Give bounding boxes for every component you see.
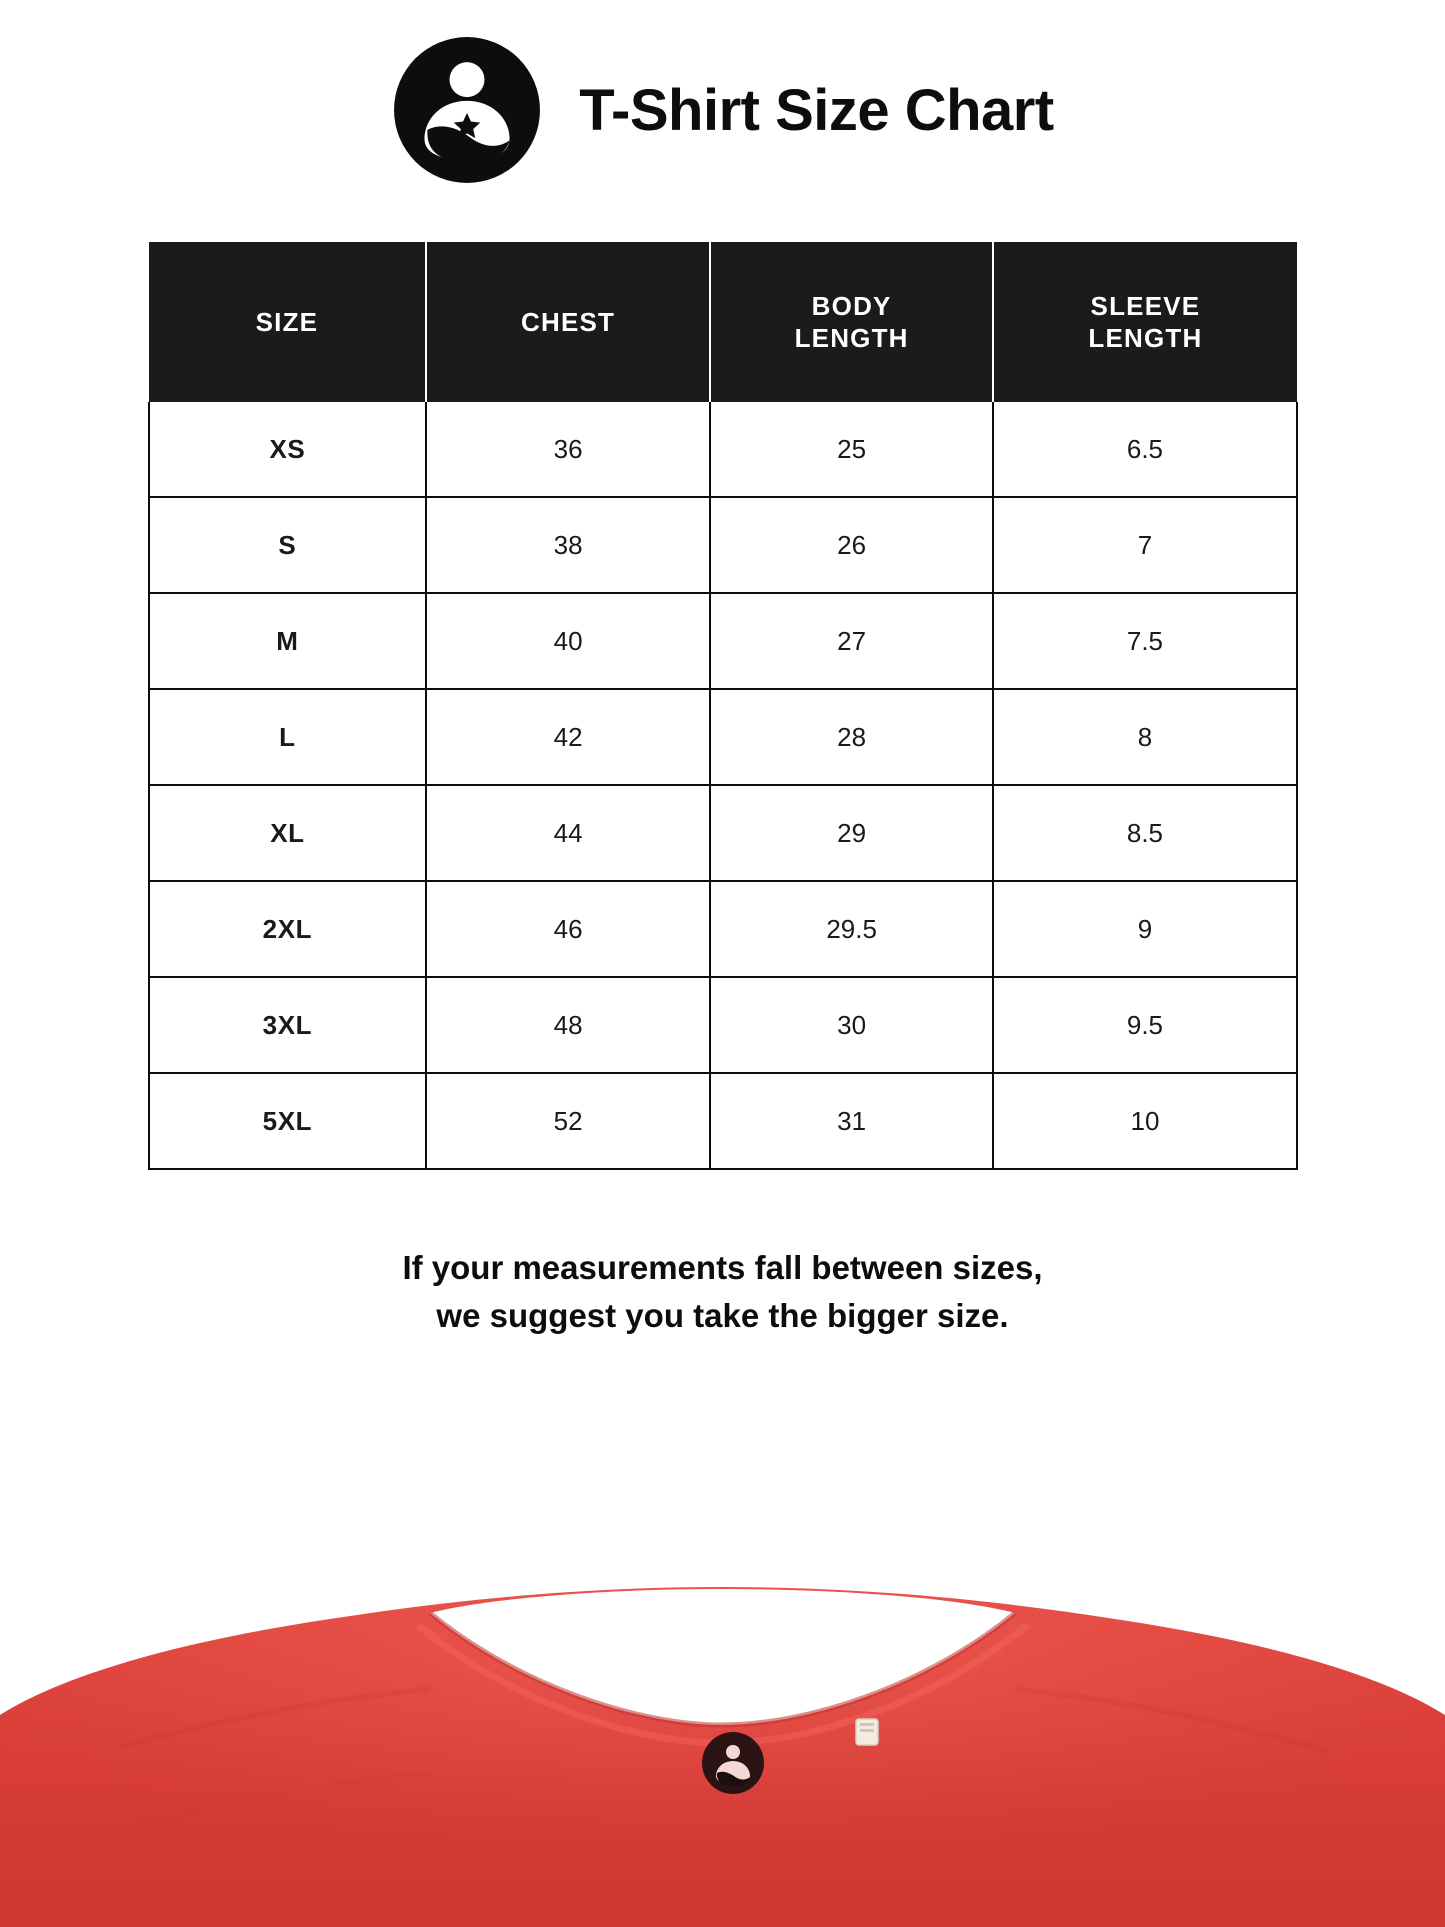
page-title: T-Shirt Size Chart <box>579 77 1054 143</box>
cell-body-length: 29 <box>710 785 994 881</box>
cell-body-length: 28 <box>710 689 994 785</box>
sizing-note-line2: we suggest you take the bigger size. <box>436 1296 1009 1334</box>
table-row <box>149 402 1297 497</box>
sizing-note <box>223 1244 1223 1340</box>
table-row <box>149 977 1297 1073</box>
column-header-size <box>149 242 427 402</box>
size-table-wrapper <box>148 242 1298 1170</box>
cell-body-length: 29.5 <box>710 881 994 977</box>
cell-chest: 38 <box>426 497 710 593</box>
cell-sleeve-length: 10 <box>993 1073 1296 1169</box>
column-header-sleeve-length <box>993 242 1296 402</box>
column-header-sleeve-length-line1: SLEEVE <box>1090 290 1201 321</box>
cell-chest: 44 <box>426 785 710 881</box>
cell-sleeve-length: 7.5 <box>993 593 1296 689</box>
tshirt-photo <box>0 1547 1445 1927</box>
cell-sleeve-length: 6.5 <box>993 402 1296 497</box>
column-header-size-text: SIZE <box>255 306 319 337</box>
cell-body-length: 26 <box>710 497 994 593</box>
cell-sleeve-length: 8.5 <box>993 785 1296 881</box>
table-row <box>149 497 1297 593</box>
table-header-row <box>149 242 1297 402</box>
column-header-chest-text: CHEST <box>521 306 616 337</box>
cell-chest: 40 <box>426 593 710 689</box>
cell-chest: 42 <box>426 689 710 785</box>
cell-size: 5XL <box>149 1073 427 1169</box>
cell-sleeve-length: 7 <box>993 497 1296 593</box>
table-row <box>149 881 1297 977</box>
cell-body-length: 25 <box>710 402 994 497</box>
cell-chest: 36 <box>426 402 710 497</box>
column-header-chest <box>426 242 710 402</box>
sizing-note-line1: If your measurements fall between sizes, <box>402 1249 1043 1286</box>
table-row <box>149 593 1297 689</box>
cell-sleeve-length: 9.5 <box>993 977 1296 1073</box>
table-row <box>149 785 1297 881</box>
size-table <box>148 242 1298 1170</box>
cell-size: 3XL <box>149 977 427 1073</box>
cell-size: M <box>149 593 427 689</box>
table-row <box>149 1073 1297 1169</box>
cell-chest: 52 <box>426 1073 710 1169</box>
cell-size: XL <box>149 785 427 881</box>
shirt-label-logo-icon <box>702 1732 764 1794</box>
cell-size: 2XL <box>149 881 427 977</box>
cell-sleeve-length: 8 <box>993 689 1296 785</box>
cell-size: L <box>149 689 427 785</box>
person-baby-logo-icon <box>391 34 543 186</box>
cell-chest: 48 <box>426 977 710 1073</box>
column-header-body-length-line1: BODY <box>811 290 892 321</box>
column-header-body-length <box>710 242 994 402</box>
cell-sleeve-length: 9 <box>993 881 1296 977</box>
table-row <box>149 689 1297 785</box>
cell-body-length: 27 <box>710 593 994 689</box>
cell-body-length: 31 <box>710 1073 994 1169</box>
cell-size: XS <box>149 402 427 497</box>
cell-size: S <box>149 497 427 593</box>
column-header-body-length-line2: LENGTH <box>794 323 909 353</box>
cell-chest: 46 <box>426 881 710 977</box>
cell-body-length: 30 <box>710 977 994 1073</box>
column-header-sleeve-length-line2: LENGTH <box>1088 323 1203 353</box>
page-header <box>0 0 1445 180</box>
